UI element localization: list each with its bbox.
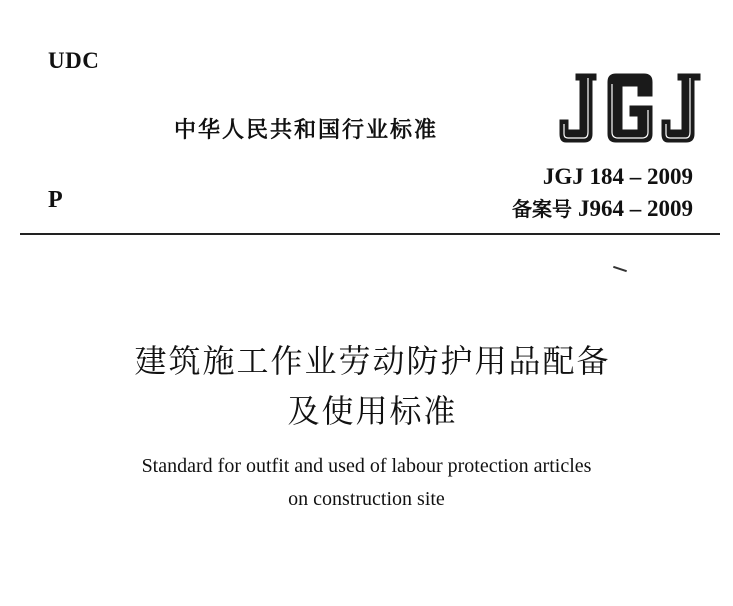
- record-number: J964 – 2009: [578, 196, 693, 221]
- record-label: 备案号: [512, 197, 572, 221]
- classification-code: P: [48, 187, 63, 213]
- english-title-line-1: Standard for outfit and used of labour protection articles: [141, 455, 592, 477]
- chinese-title-line-1: 建筑施工作业劳动防护用品配备: [134, 342, 611, 380]
- print-mark: [613, 266, 627, 272]
- record-line: [512, 193, 693, 222]
- issuer-heading: 中华人民共和国行业标准: [174, 118, 439, 143]
- chinese-title-line-2: 及使用标准: [287, 392, 458, 430]
- english-title: [0, 450, 733, 516]
- jgj-logo-letters: [560, 74, 700, 142]
- jgj-logo: [558, 72, 702, 144]
- udc-label: UDC: [48, 48, 100, 73]
- standard-number: JGJ 184 – 2009: [542, 164, 693, 189]
- header-divider: [20, 233, 720, 235]
- english-title-line-2: on construction site: [288, 488, 445, 510]
- chinese-title: [0, 336, 733, 436]
